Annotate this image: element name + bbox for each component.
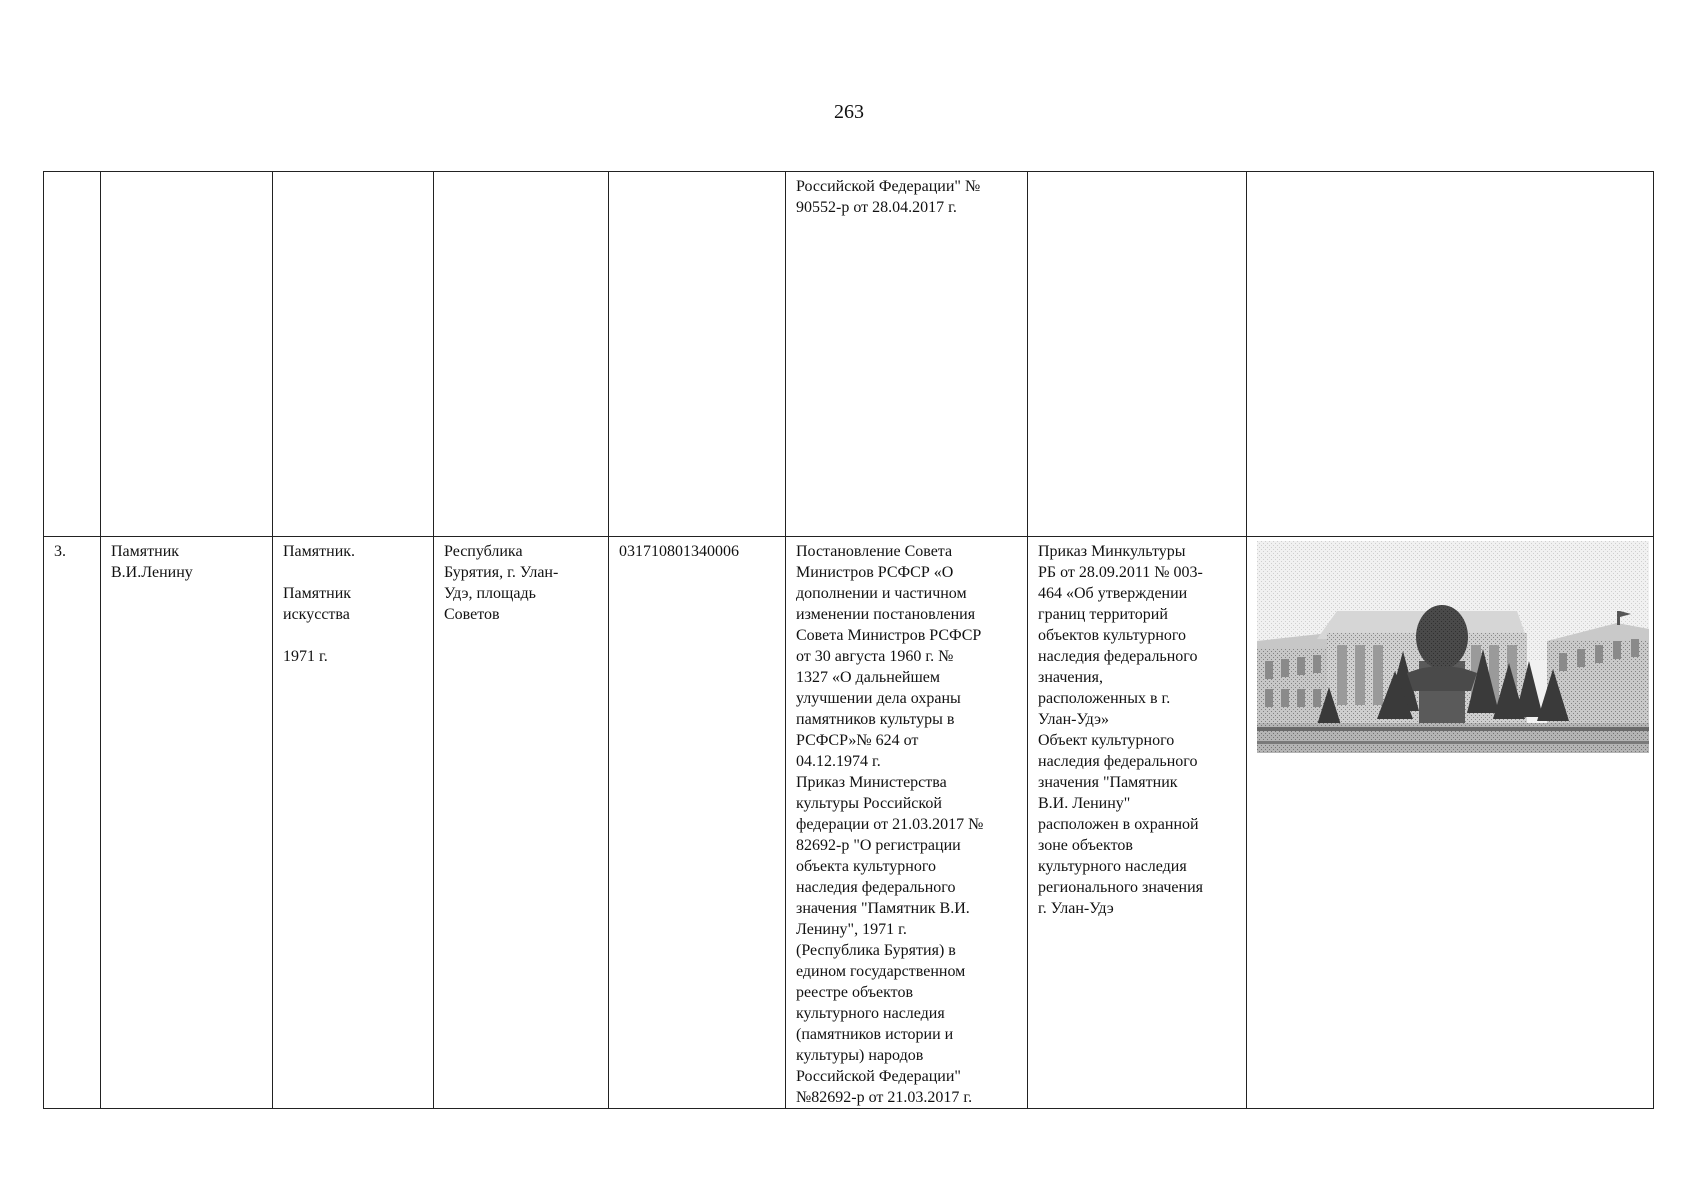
page-number: 263 — [834, 101, 864, 123]
document-line: Ленину", 1971 г. — [796, 921, 907, 938]
cell-name — [101, 172, 273, 537]
document-line: 04.12.1974 г. — [796, 753, 881, 770]
territory-line: наследия федерального — [1038, 648, 1198, 665]
cell-photo — [1247, 537, 1654, 1109]
territory-line: расположен в охранной — [1038, 816, 1199, 833]
territory-line: расположенных в г. — [1038, 690, 1171, 707]
cell-number — [44, 172, 101, 537]
territory-line: наследия федерального — [1038, 753, 1198, 770]
object-name-line: В.И.Ленину — [111, 564, 193, 581]
document-line: реестре объектов — [796, 984, 914, 1001]
document-line: культуры Российской — [796, 795, 942, 812]
document-line: Приказ Министерства — [796, 774, 947, 791]
heritage-registry-table — [43, 171, 1654, 1109]
document-line: объекта культурного — [796, 858, 936, 875]
document-line: 90552-р от 28.04.2017 г. — [796, 199, 957, 216]
monument-photo — [1257, 541, 1649, 753]
document-line: 1327 «О дальнейшем — [796, 669, 940, 686]
cell-photo — [1247, 172, 1654, 537]
document-line: Российской Федерации" — [796, 1068, 961, 1085]
location-line: Советов — [444, 606, 500, 623]
territory-line: культурного наследия — [1038, 858, 1187, 875]
territory-line: Улан-Удэ» — [1038, 711, 1109, 728]
cell-registry-number — [609, 537, 786, 1109]
document-line: улучшении дела охраны — [796, 690, 961, 707]
territory-line: объектов культурного — [1038, 627, 1187, 644]
document-line: Совета Министров РСФСР — [796, 627, 982, 644]
cell-name — [101, 537, 273, 1109]
table-row-continuation — [44, 172, 1654, 537]
object-type-line: Памятник — [283, 585, 352, 602]
document-line: значения "Памятник В.И. — [796, 900, 970, 917]
cell-category — [273, 537, 434, 1109]
document-line: Российской Федерации" № — [796, 178, 981, 195]
document-line: 82692-р "О регистрации — [796, 837, 961, 854]
document-line: от 30 августа 1960 г. № — [796, 648, 954, 665]
cell-documents — [786, 172, 1028, 537]
territory-line: зоне объектов — [1038, 837, 1133, 854]
territory-line: значения "Памятник — [1038, 774, 1178, 791]
territory-line: значения, — [1038, 669, 1103, 686]
registry-number: 031710801340006 — [619, 543, 739, 560]
territory-line: регионального значения — [1038, 879, 1204, 896]
document-line: (памятников истории и — [796, 1026, 954, 1043]
document-line: памятников культуры в — [796, 711, 955, 728]
territory-line: В.И. Ленину" — [1038, 795, 1131, 812]
document-line: Министров РСФСР «О — [796, 564, 954, 581]
object-name-line: Памятник — [111, 543, 180, 560]
territory-line: РБ от 28.09.2011 № 003- — [1038, 564, 1203, 581]
table-row-lenin-monument — [44, 537, 1654, 1109]
document-line: едином государственном — [796, 963, 966, 980]
object-year: 1971 г. — [283, 648, 328, 665]
cell-territory — [1028, 537, 1247, 1109]
document-line: РСФСР»№ 624 от — [796, 732, 919, 749]
cell-number — [44, 537, 101, 1109]
territory-line: 464 «Об утверждении — [1038, 585, 1188, 602]
territory-line: Приказ Минкультуры — [1038, 543, 1186, 560]
document-line: культуры) народов — [796, 1047, 924, 1064]
location-line: Республика — [444, 543, 523, 560]
object-category: Памятник. — [283, 543, 356, 560]
territory-line: границ территорий — [1038, 606, 1168, 623]
location-line: Бурятия, г. Улан- — [444, 564, 559, 581]
document-line: (Республика Бурятия) в — [796, 942, 956, 959]
territory-line: Объект культурного — [1038, 732, 1175, 749]
cell-category — [273, 172, 434, 537]
object-type-line: искусства — [283, 606, 350, 623]
cell-location — [434, 537, 609, 1109]
cell-registry-number — [609, 172, 786, 537]
location-line: Удэ, площадь — [444, 585, 536, 602]
cell-territory — [1028, 172, 1247, 537]
cell-documents — [786, 537, 1028, 1109]
document-line: дополнении и частичном — [796, 585, 967, 602]
object-number: 3. — [54, 543, 66, 560]
document-line: федерации от 21.03.2017 № — [796, 816, 984, 833]
document-line: №82692-р от 21.03.2017 г. — [796, 1089, 973, 1106]
cell-location — [434, 172, 609, 537]
document-line: Постановление Совета — [796, 543, 953, 560]
document-line: культурного наследия — [796, 1005, 945, 1022]
territory-line: г. Улан-Удэ — [1038, 900, 1114, 917]
document-line: наследия федерального — [796, 879, 956, 896]
document-line: изменении постановления — [796, 606, 976, 623]
